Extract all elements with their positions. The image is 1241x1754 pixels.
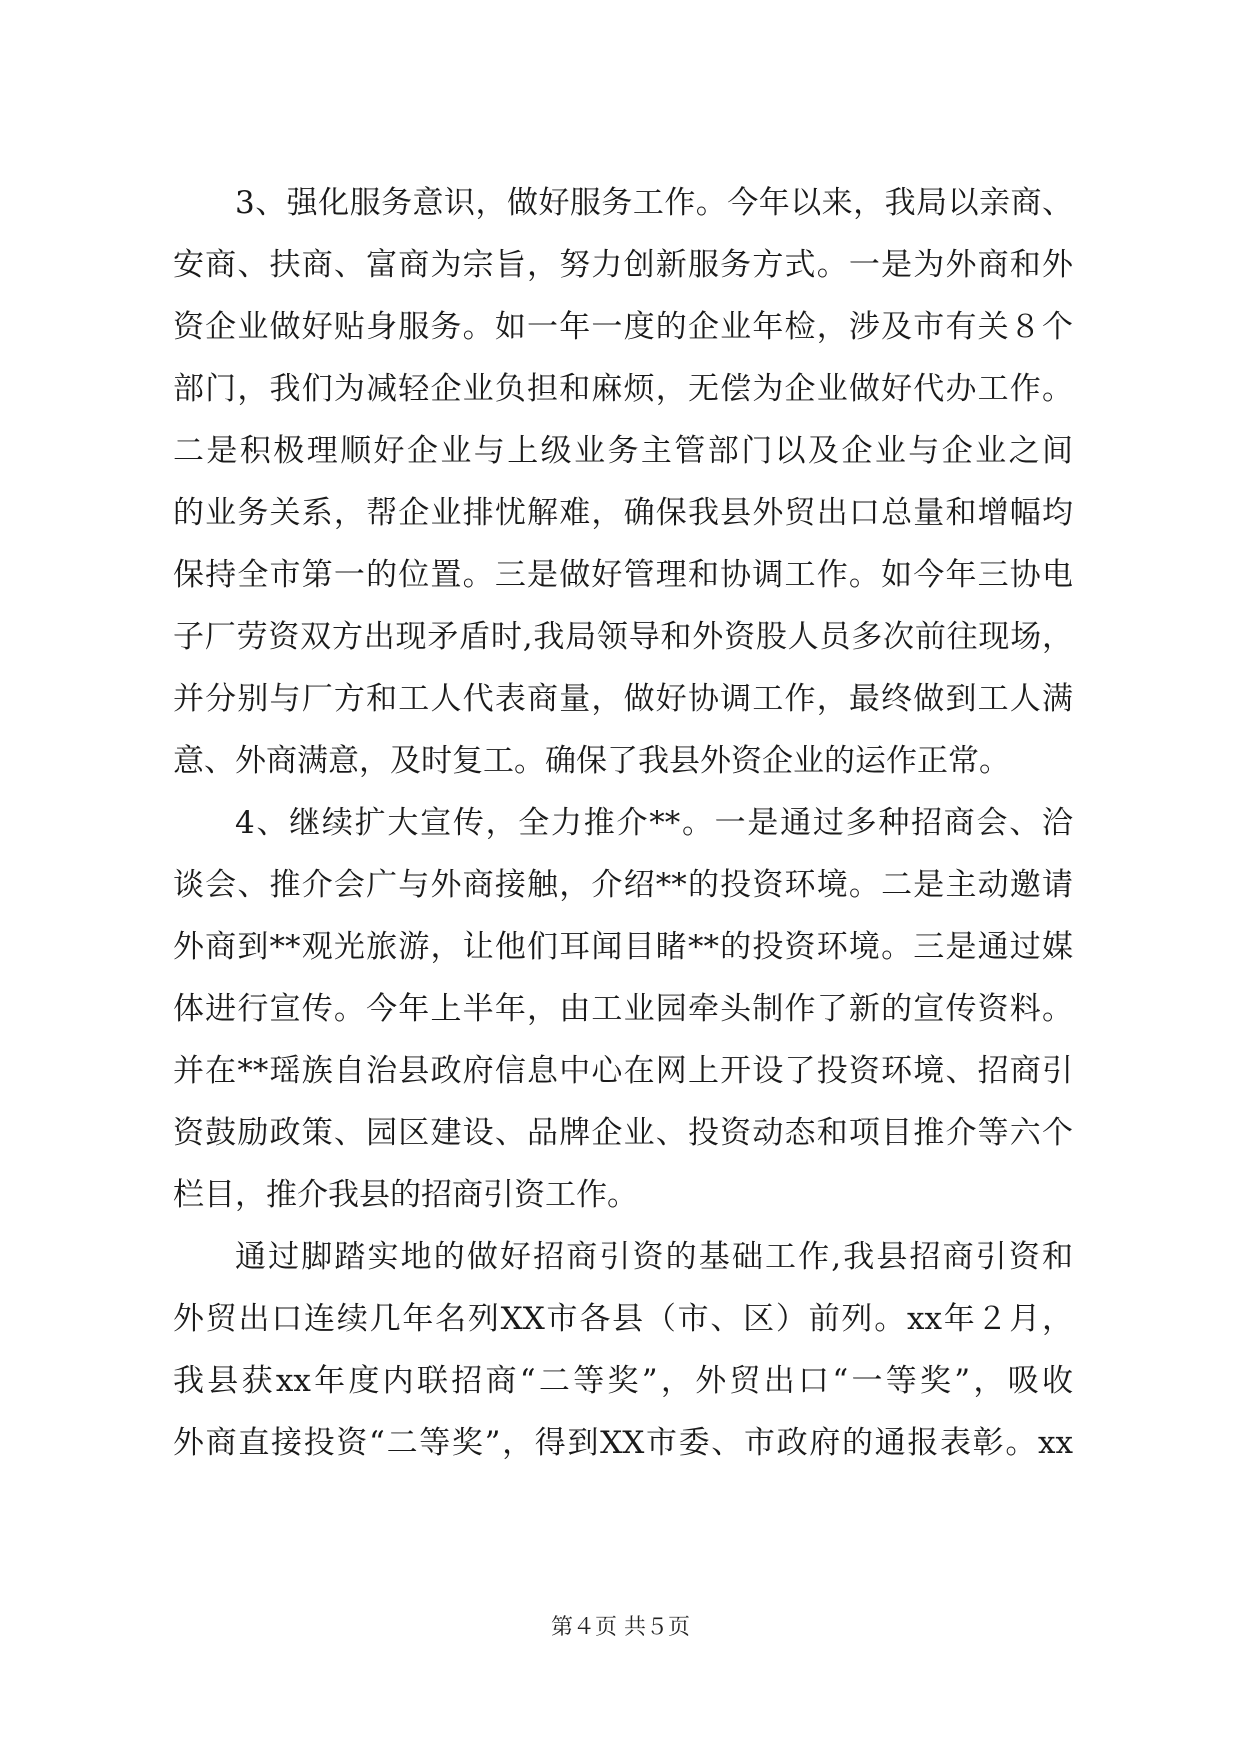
paragraph-line: 我县获xx年度内联招商“二等奖”，外贸出口“一等奖”，吸收 [173,1363,1073,1399]
paragraph-line: 栏目，推介我县的招商引资工作。 [173,1177,638,1213]
paragraph-line: 4、继续扩大宣传，全力推介**。一是通过多种招商会、洽 [235,805,1073,841]
paragraph-line: 部门，我们为减轻企业负担和麻烦，无偿为企业做好代办工作。 [173,371,1073,407]
paragraph-line: 体进行宣传。今年上半年，由工业园牵头制作了新的宣传资料。 [173,991,1073,1027]
paragraph-line: 并分别与厂方和工人代表商量，做好协调工作，最终做到工人满 [173,681,1073,717]
paragraph-line: 通过脚踏实地的做好招商引资的基础工作,我县招商引资和 [235,1239,1073,1275]
paragraph-line: 并在**瑶族自治县政府信息中心在网上开设了投资环境、招商引 [173,1053,1073,1089]
paragraph-line: 保持全市第一的位置。三是做好管理和协调工作。如今年三协电 [173,557,1073,593]
document-body [173,172,1073,1474]
paragraph-line: 二是积极理顺好企业与上级业务主管部门以及企业与企业之间 [173,433,1073,469]
paragraph-line: 外商到**观光旅游，让他们耳闻目睹**的投资环境。三是通过媒 [173,929,1073,965]
paragraph-line: 资鼓励政策、园区建设、品牌企业、投资动态和项目推介等六个 [173,1115,1073,1151]
page-number-footer: 第４页 共５页 [551,1615,690,1640]
paragraph-line: 外商直接投资“二等奖”，得到XX市委、市政府的通报表彰。xx [173,1425,1073,1461]
paragraph-line: 资企业做好贴身服务。如一年一度的企业年检，涉及市有关８个 [173,309,1073,345]
paragraph-line: 谈会、推介会广与外商接触，介绍**的投资环境。二是主动邀请 [173,867,1073,903]
paragraph-line: 安商、扶商、富商为宗旨，努力创新服务方式。一是为外商和外 [173,247,1073,283]
paragraph-line: 外贸出口连续几年名列XX市各县（市、区）前列。xx年２月， [173,1301,1073,1337]
paragraph-line: 3、强化服务意识，做好服务工作。今年以来，我局以亲商、 [235,185,1073,221]
paragraph-line: 的业务关系，帮企业排忧解难，确保我县外贸出口总量和增幅均 [173,495,1073,531]
paragraph-line: 子厂劳资双方出现矛盾时,我局领导和外资股人员多次前往现场， [173,619,1073,655]
paragraph-line: 意、外商满意，及时复工。确保了我县外资企业的运作正常。 [173,743,1010,779]
